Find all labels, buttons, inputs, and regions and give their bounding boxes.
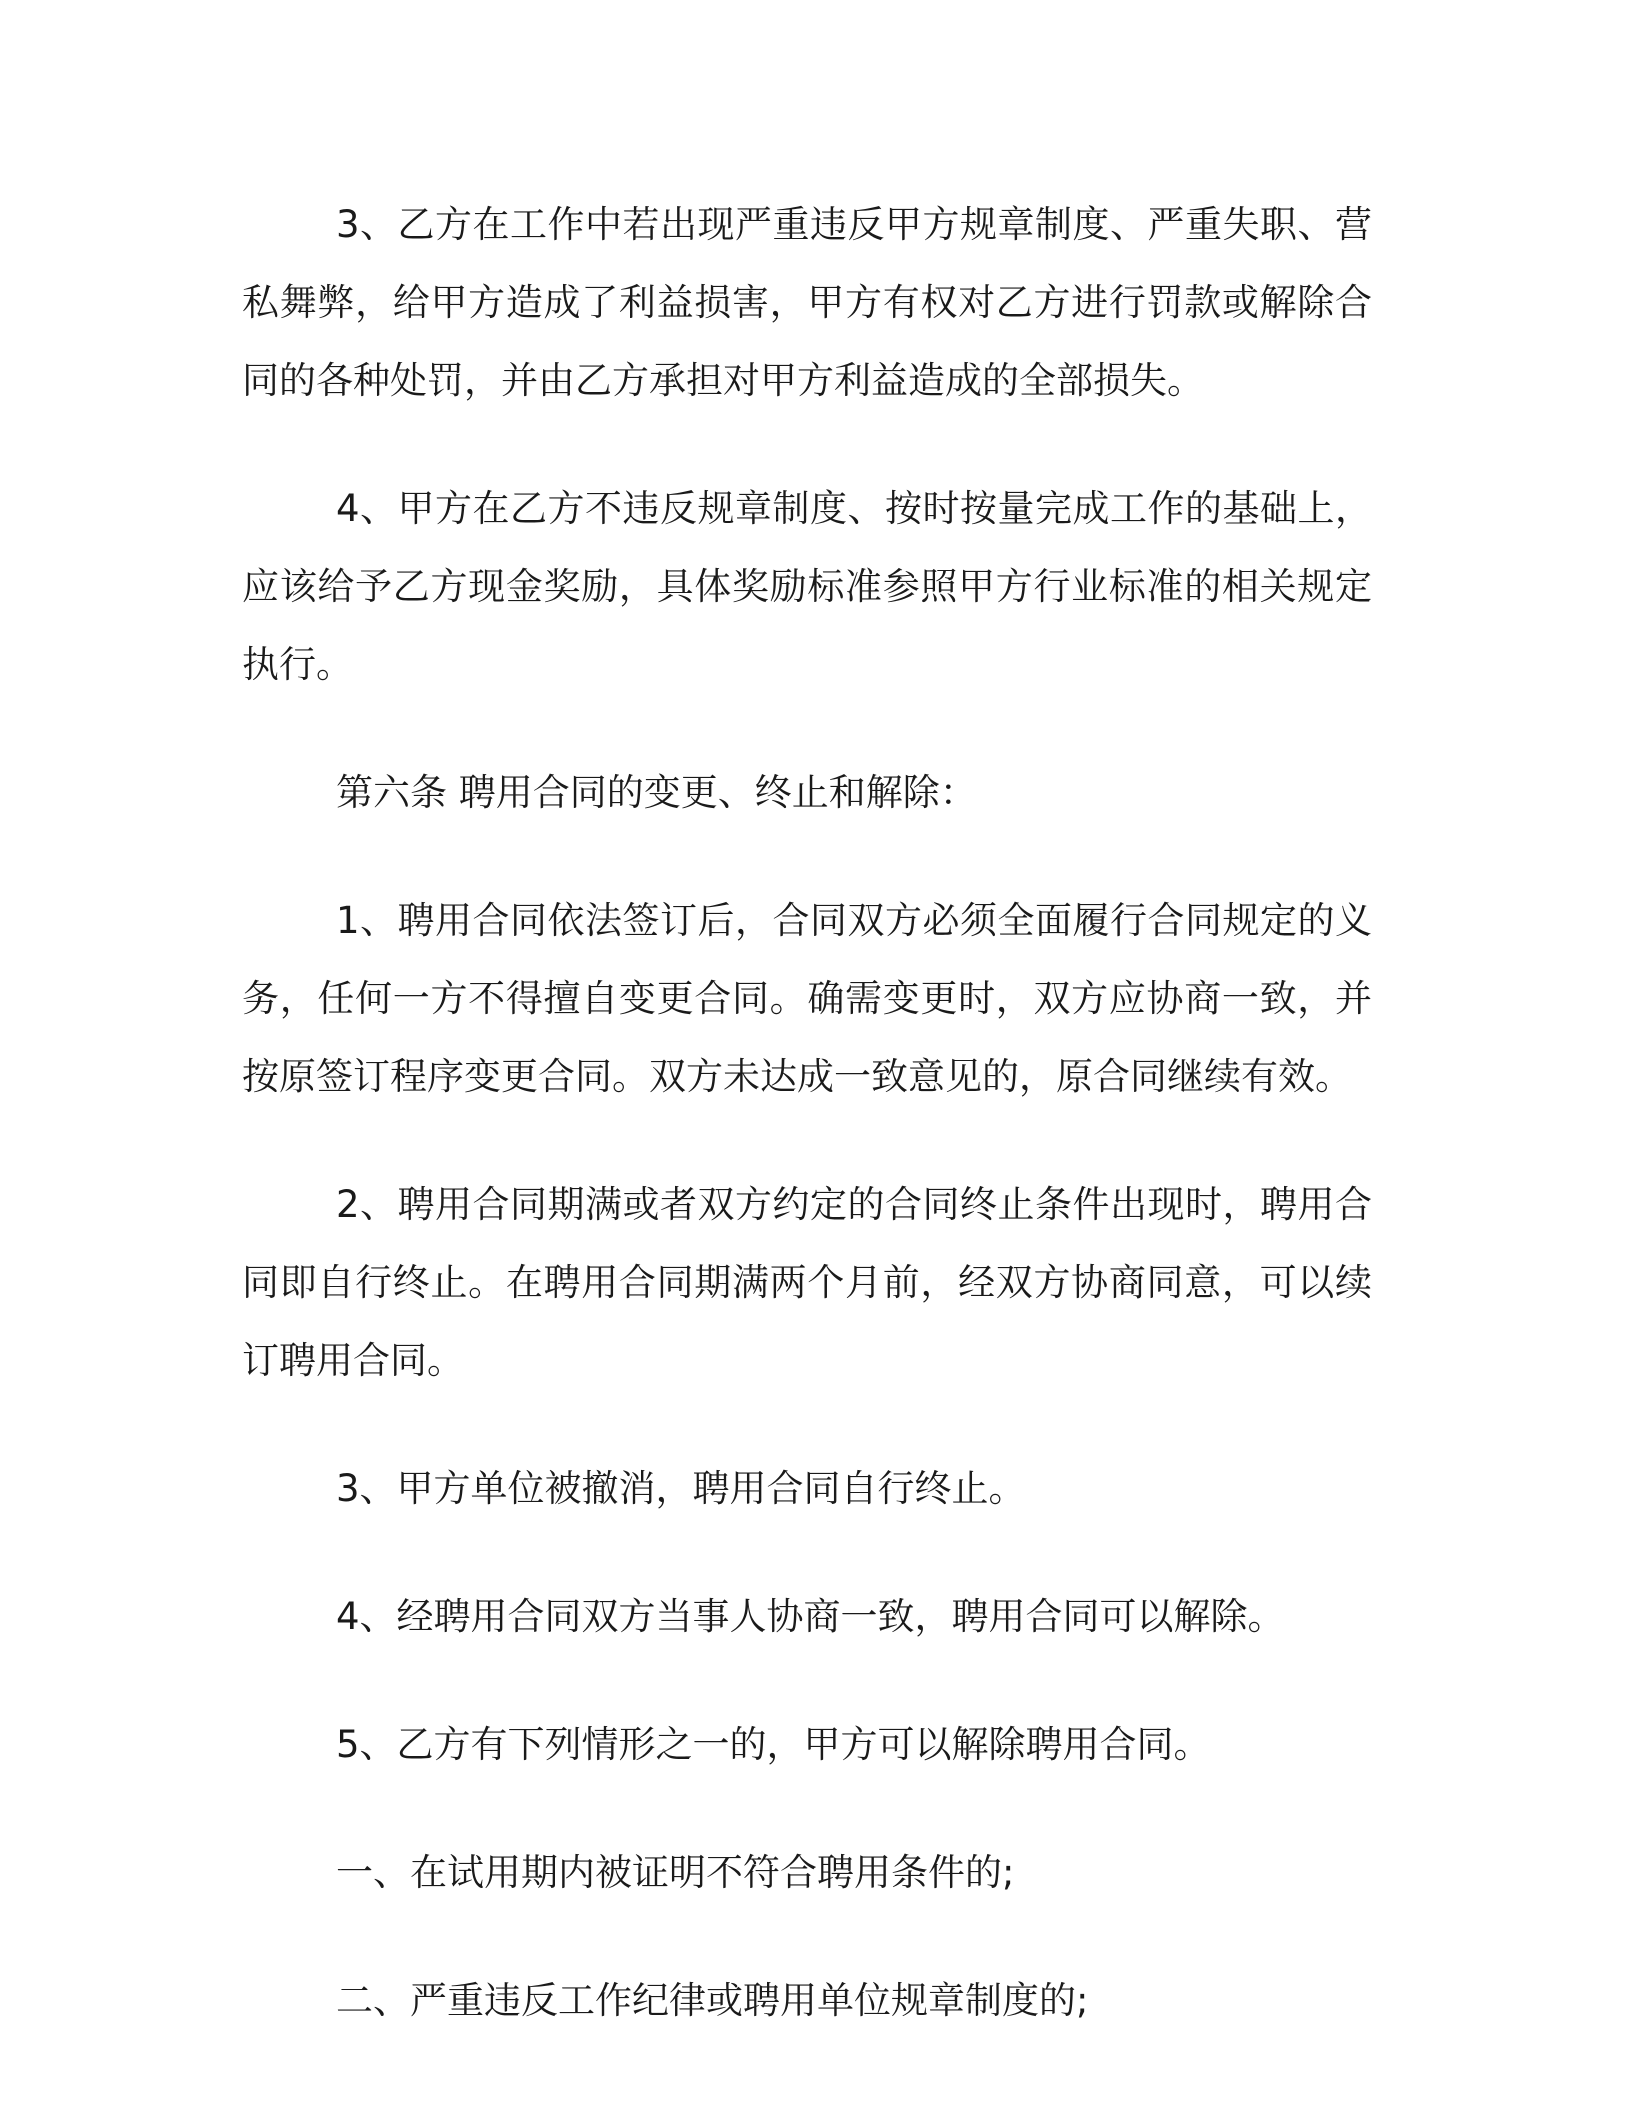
list-item-2: 二、严重违反工作纪律或聘用单位规章制度的; (336, 1979, 1089, 2022)
paragraph-clause-6-4: 4、经聘用合同双方当事人协商一致，聘用合同可以解除。 (336, 1595, 1285, 1638)
section-heading-article-6: 第六条 聘用合同的变更、终止和解除： (336, 771, 977, 814)
list-item-1: 一、在试用期内被证明不符合聘用条件的; (336, 1851, 1015, 1894)
paragraph-clause-6-1: 1、聘用合同依法签订后，合同双方必须全面履行合同规定的义务，任何一方不得擅自变更合同。确需变更时，双方应协商一致，并按原签订程序变更合同。双方未达成一致意见的，原合同继续有效。 (242, 899, 1372, 1098)
paragraph-clause-6-2: 2、聘用合同期满或者双方约定的合同终止条件出现时，聘用合同即自行终止。在聘用合同期满两个月前，经双方协商同意，可以续订聘用合同。 (242, 1183, 1372, 1382)
paragraph-clause-5-4: 4、甲方在乙方不违反规章制度、按时按量完成工作的基础上，应该给予乙方现金奖励，具体奖励标准参照甲方行业标准的相关规定执行。 (242, 487, 1372, 686)
document-body (242, 186, 1372, 2040)
paragraph-clause-6-3: 3、甲方单位被撤消，聘用合同自行终止。 (336, 1467, 1026, 1510)
paragraph-clause-5-3: 3、乙方在工作中若出现严重违反甲方规章制度、严重失职、营私舞弊，给甲方造成了利益损害，甲方有权对乙方进行罚款或解除合同的各种处罚，并由乙方承担对甲方利益造成的全部损失。 (242, 203, 1372, 402)
paragraph-clause-6-5: 5、乙方有下列情形之一的，甲方可以解除聘用合同。 (336, 1723, 1211, 1766)
